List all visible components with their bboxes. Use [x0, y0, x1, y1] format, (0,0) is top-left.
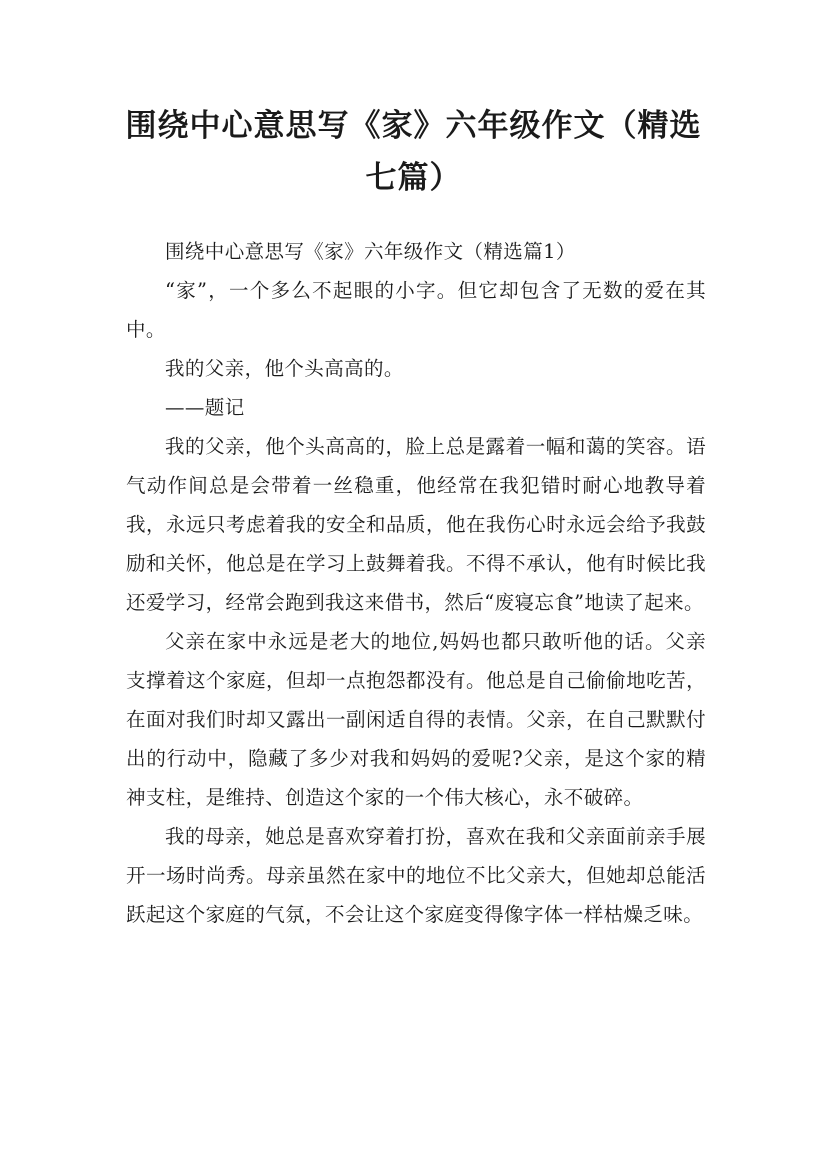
document-body	[126, 232, 706, 934]
section-heading: 围绕中心意思写《家》六年级作文（精选篇1）	[165, 240, 576, 263]
paragraph: “家”，一个多么不起眼的小字。但它却包含了无数的爱在其中。	[126, 279, 706, 341]
epigraph-attribution: ——题记	[165, 396, 245, 419]
paragraph: 我的母亲，她总是喜欢穿着打扮，喜欢在我和父亲面前亲手展开一场时尚秀。母亲虽然在家中的地位不比父亲大，但她却总能活跃起这个家庭的气氛，不会让这个家庭变得像字体一样枯燥乏味。	[126, 825, 706, 926]
paragraph: 我的父亲，他个头高高的。	[165, 357, 404, 380]
paragraph: 父亲在家中永远是老大的地位,妈妈也都只敢听他的话。父亲支撑着这个家庭，但却一点抱怨都没有。他总是自己偷偷地吃苦，在面对我们时却又露出一副闲适自得的表情。父亲，在自己默默付出的行动中，隐藏了多少对我和妈妈的爱呢?父亲，是这个家的精神支柱，是维持、创造这个家的一个伟大核心，永不破碎。	[126, 630, 706, 809]
paragraph: 我的父亲，他个头高高的，脸上总是露着一幅和蔼的笑容。语气动作间总是会带着一丝稳重，他经常在我犯错时耐心地教导着我，永远只考虑着我的安全和品质，他在我伤心时永远会给予我鼓励和关怀，他总是在学习上鼓舞着我。不得不承认，他有时候比我还爱学习，经常会跑到我这来借书，然后“废寝忘食”地读了起来。	[126, 435, 706, 614]
document-title: 围绕中心意思写《家》六年级作文（精选七篇）	[125, 108, 702, 196]
